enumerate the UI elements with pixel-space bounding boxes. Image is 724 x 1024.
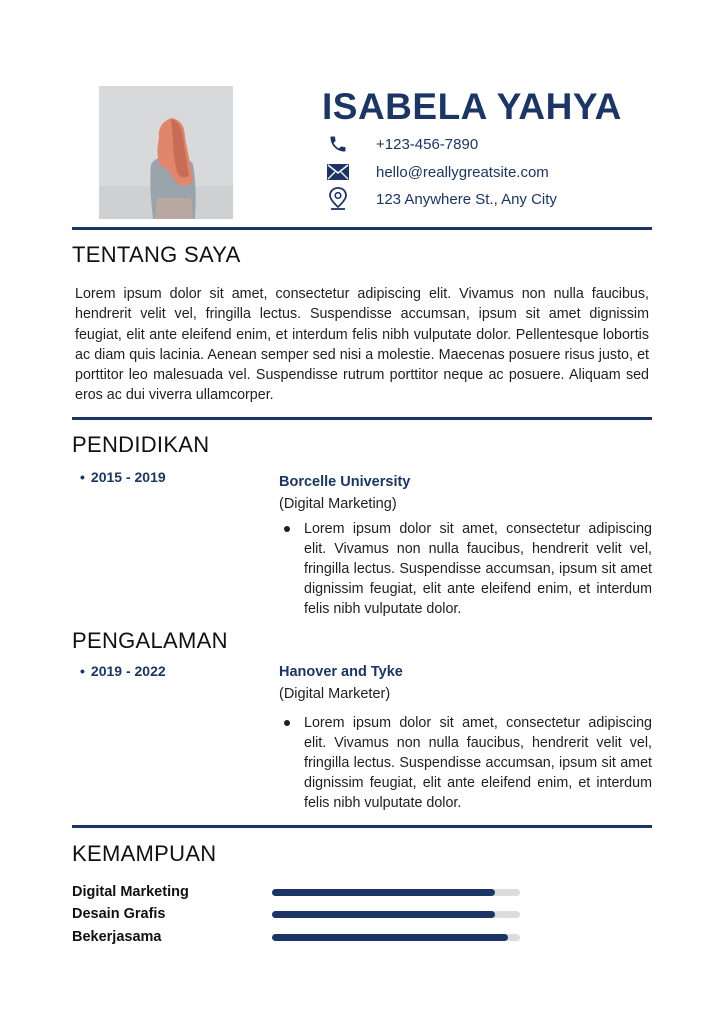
experience-period-text: 2019 - 2022 — [90, 663, 166, 679]
bullet-icon: • — [80, 469, 85, 485]
profile-name: ISABELA YAHYA — [322, 86, 622, 127]
education-institution: Borcelle University — [279, 474, 411, 490]
experience-detail: Lorem ipsum dolor sit amet, consectetur adipiscing elit. Vivamus non nulla faucibus, hendrerit velit vel, fringilla lectus. Suspendisse accumsan, ipsum sit amet dignissim feugiat, elit ante eleifend enim, et interdum felis nibh vulputate dolor. — [304, 715, 652, 811]
skill-bar-fill — [272, 889, 495, 896]
skills-heading: KEMAMPUAN — [72, 841, 217, 866]
phone-icon — [326, 133, 350, 155]
profile-photo — [99, 86, 233, 219]
divider — [72, 417, 652, 420]
contact-email-row — [326, 161, 549, 183]
skill-label: Desain Grafis — [72, 906, 166, 922]
skill-label: Bekerjasama — [72, 929, 162, 945]
person-photo-icon — [99, 86, 233, 219]
divider — [72, 227, 652, 230]
skill-bar-fill — [272, 911, 495, 918]
bullet-icon — [284, 720, 290, 726]
about-heading: TENTANG SAYA — [72, 242, 241, 267]
education-field: (Digital Marketing) — [279, 496, 397, 512]
education-period — [80, 469, 166, 485]
divider — [72, 825, 652, 828]
skill-bar-fill — [272, 934, 508, 941]
education-detail: Lorem ipsum dolor sit amet, consectetur adipiscing elit. Vivamus non nulla faucibus, hendrerit velit vel, fringilla lectus. Suspendisse accumsan, ipsum sit amet dignissim feugiat, elit ante eleifend enim, et interdum felis nibh vulputate dolor. — [304, 521, 652, 617]
location-pin-icon — [326, 188, 350, 210]
education-heading: PENDIDIKAN — [72, 432, 210, 457]
skill-bar-track — [272, 934, 520, 941]
contact-email[interactable]: hello@reallygreatsite.com — [376, 163, 549, 181]
skill-bar-track — [272, 889, 520, 896]
skill-bar-track — [272, 911, 520, 918]
envelope-icon — [326, 161, 350, 183]
experience-heading: PENGALAMAN — [72, 628, 228, 653]
about-text: Lorem ipsum dolor sit amet, consectetur adipiscing elit. Vivamus non nulla faucibus, hendrerit velit vel, fringilla lectus. Suspendisse accumsan, ipsum sit amet dignissim feugiat, elit ante eleifend enim, et interdum felis nibh vulputate dolor. Pellentesque lobortis ac diam quis lacinia. Aenean semper sed nisi a molestie. Maecenas posuere risus justo, et porttitor leo malesuada vel. Suspendisse rutrum porttitor neque ac posuere. Aliquam sed eros ac dui viverra ullamcorper. — [75, 286, 649, 404]
education-period-text: 2015 - 2019 — [90, 469, 166, 485]
skill-label: Digital Marketing — [72, 884, 189, 900]
experience-company: Hanover and Tyke — [279, 664, 403, 680]
experience-period — [80, 663, 166, 679]
contact-address-row — [326, 188, 557, 210]
contact-address[interactable]: 123 Anywhere St., Any City — [376, 190, 557, 208]
contact-phone[interactable]: +123-456-7890 — [376, 135, 479, 153]
bullet-icon — [284, 526, 290, 532]
experience-position: (Digital Marketer) — [279, 686, 391, 702]
bullet-icon: • — [80, 663, 85, 679]
contact-phone-row — [326, 133, 479, 155]
